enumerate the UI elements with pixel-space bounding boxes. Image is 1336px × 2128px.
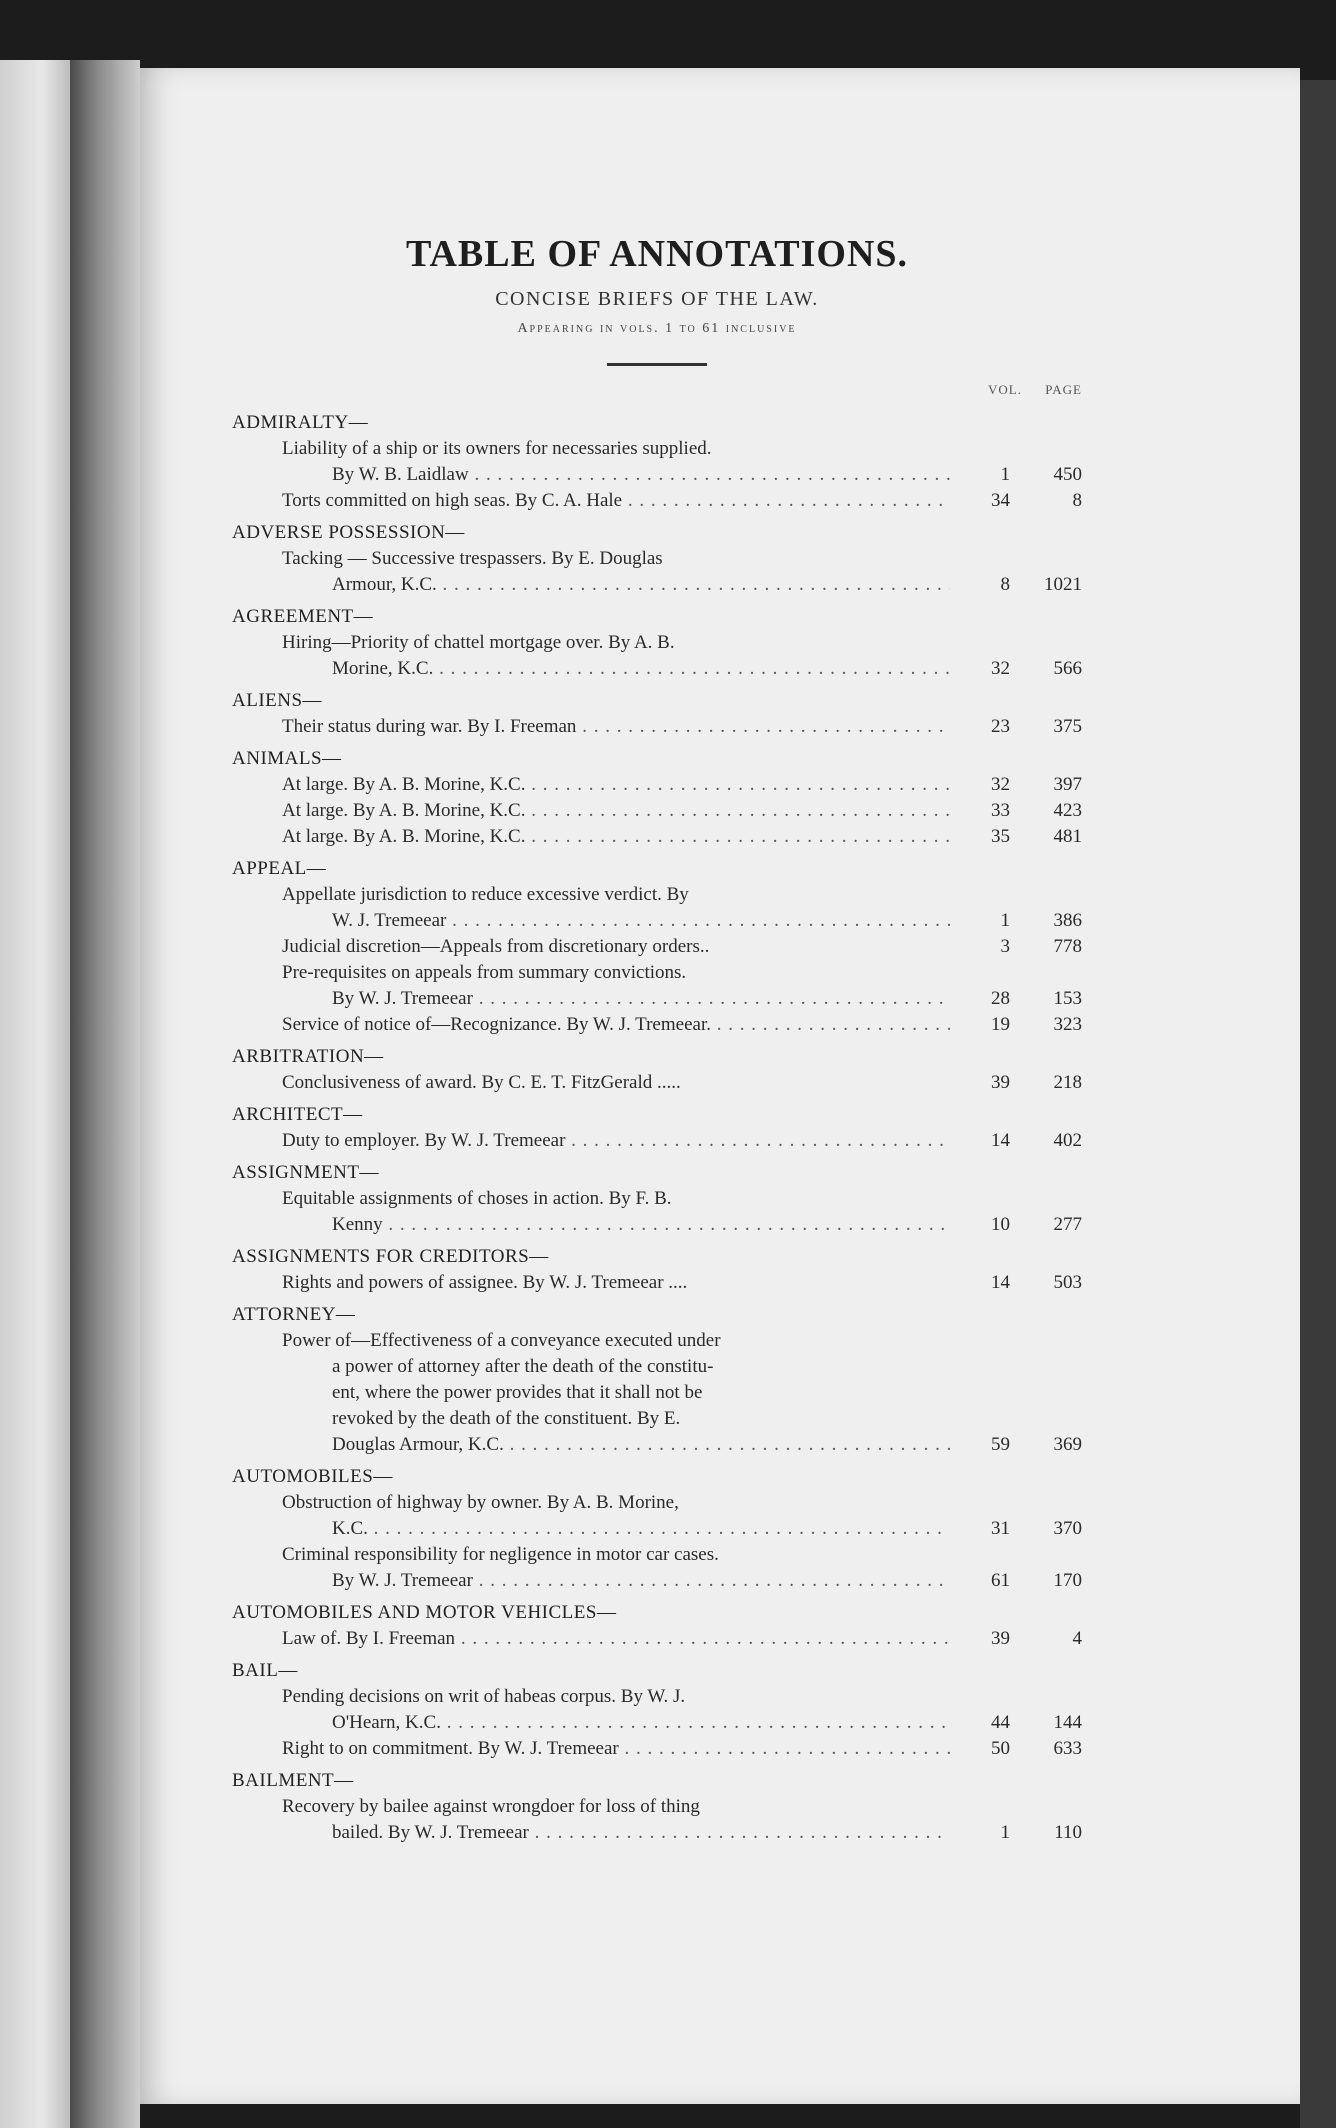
entry-line-text: Power of—Effectiveness of a conveyance executed under <box>282 1330 721 1351</box>
entry-page: 386 <box>1053 910 1082 931</box>
vol-column-header: VOL. <box>988 382 1022 397</box>
entry-line <box>282 1626 950 1652</box>
entry-line <box>282 1684 950 1710</box>
entry-line <box>282 656 950 682</box>
entry-line <box>282 1186 950 1212</box>
entry-page: 503 <box>1053 1272 1082 1293</box>
leader-dots <box>383 1214 950 1235</box>
entry-volume: 1 <box>1000 910 1010 931</box>
annotation-entry <box>232 630 1082 682</box>
entry-line <box>282 798 950 824</box>
page-subtitle: CONCISE BRIEFS OF THE LAW. <box>495 288 819 310</box>
entry-volume: 39 <box>991 1628 1010 1649</box>
annotation-entry <box>232 798 1082 824</box>
entry-volume: 31 <box>991 1518 1010 1539</box>
entry-line <box>282 908 950 934</box>
section-heading: BAILMENT— <box>232 1770 354 1791</box>
annotation-entry <box>232 1270 1082 1296</box>
entry-volume: 8 <box>1000 574 1010 595</box>
entry-line-text: revoked by the death of the constituent. By E. <box>332 1408 681 1429</box>
entry-page: 375 <box>1053 716 1082 737</box>
annotation-entry <box>232 1012 1082 1038</box>
entry-text <box>232 1626 1082 1652</box>
leader-dots <box>473 988 950 1009</box>
entry-text <box>232 714 1082 740</box>
entry-line-text: By W. J. Tremeear <box>332 988 473 1009</box>
entry-page: 778 <box>1053 936 1082 957</box>
entry-line-text: By W. B. Laidlaw <box>332 464 469 485</box>
annotation-section <box>232 1160 1082 1238</box>
entry-line-text: O'Hearn, K.C. <box>332 1712 441 1733</box>
entry-page: 4 <box>1072 1628 1082 1649</box>
entry-page: 450 <box>1053 464 1082 485</box>
section-heading: ARCHITECT— <box>232 1104 363 1125</box>
entry-line-text: At large. By A. B. Morine, K.C. <box>282 800 526 821</box>
entry-line-text: At large. By A. B. Morine, K.C. <box>282 826 526 847</box>
page-column-header: PAGE <box>1045 382 1082 397</box>
entry-line <box>282 1820 950 1846</box>
entry-volume: 23 <box>991 716 1010 737</box>
entry-volume: 10 <box>991 1214 1010 1235</box>
entry-text <box>232 1186 1082 1238</box>
entry-line <box>282 462 950 488</box>
column-headers <box>232 382 1082 404</box>
entry-text <box>232 1794 1082 1846</box>
entry-line <box>282 1490 950 1516</box>
entry-page: 402 <box>1053 1130 1082 1151</box>
entry-line <box>282 1710 950 1736</box>
section-heading: APPEAL— <box>232 858 327 879</box>
entry-page: 633 <box>1053 1738 1082 1759</box>
entry-volume: 39 <box>991 1072 1010 1093</box>
entry-line <box>282 1328 950 1354</box>
annotation-section <box>232 410 1082 514</box>
entry-volume: 32 <box>991 774 1010 795</box>
section-heading: ARBITRATION— <box>232 1046 384 1067</box>
annotation-entry <box>232 1794 1082 1846</box>
entry-text <box>232 1490 1082 1542</box>
leader-dots <box>565 1130 950 1151</box>
entry-line <box>282 882 950 908</box>
entry-line-text: Pre-requisites on appeals from summary convictions. <box>282 962 687 983</box>
entry-line <box>282 1794 950 1820</box>
annotations-table <box>232 232 1082 1846</box>
entry-line-text: ent, where the power provides that it shall not be <box>332 1382 703 1403</box>
annotation-entry <box>232 1490 1082 1542</box>
entry-volume: 59 <box>991 1434 1010 1455</box>
entry-line <box>282 1270 950 1296</box>
entry-volume: 33 <box>991 800 1010 821</box>
leader-dots <box>446 910 950 931</box>
entry-volume: 1 <box>1000 464 1010 485</box>
book-cover-edge <box>1300 80 1336 2128</box>
section-heading: ASSIGNMENTS FOR CREDITORS— <box>232 1246 549 1267</box>
entry-line <box>282 436 950 462</box>
annotation-entry <box>232 546 1082 598</box>
section-heading: AUTOMOBILES— <box>232 1466 393 1487</box>
entry-line-text: Judicial discretion—Appeals from discretionary orders.. <box>282 936 710 957</box>
leader-dots <box>368 1518 950 1539</box>
annotation-entry <box>232 960 1082 1012</box>
entry-line <box>282 772 950 798</box>
leader-dots <box>711 1014 950 1035</box>
entry-line-text: bailed. By W. J. Tremeear <box>332 1822 529 1843</box>
entry-volume: 35 <box>991 826 1010 847</box>
entry-volume: 50 <box>991 1738 1010 1759</box>
annotation-section <box>232 1768 1082 1846</box>
entry-line <box>282 934 950 960</box>
entry-line <box>282 1012 950 1038</box>
annotation-section <box>232 604 1082 682</box>
entry-line-text: Morine, K.C. <box>332 658 434 679</box>
leader-dots <box>437 574 950 595</box>
entry-line-text: Service of notice of—Recognizance. By W. J. Tremeear. <box>282 1014 711 1035</box>
entry-volume: 61 <box>991 1570 1010 1591</box>
entry-volume: 19 <box>991 1014 1010 1035</box>
entry-text <box>232 1328 1082 1458</box>
entry-text <box>232 824 1082 850</box>
entry-text <box>232 772 1082 798</box>
entry-page: 423 <box>1053 800 1082 821</box>
leader-dots <box>622 490 950 511</box>
entry-page: 370 <box>1053 1518 1082 1539</box>
entry-line <box>282 1128 950 1154</box>
section-heading: ADMIRALTY— <box>232 412 369 433</box>
entry-page: 397 <box>1053 774 1082 795</box>
entry-line-text: Rights and powers of assignee. By W. J. Tremeear .... <box>282 1272 688 1293</box>
entry-line-text: Conclusiveness of award. By C. E. T. FitzGerald ..... <box>282 1072 681 1093</box>
entry-line-text: Their status during war. By I. Freeman <box>282 716 577 737</box>
annotation-entry <box>232 934 1082 960</box>
entry-line-text: Criminal responsibility for negligence in motor car cases. <box>282 1544 719 1565</box>
entry-text <box>232 436 1082 488</box>
annotation-section <box>232 1302 1082 1458</box>
entry-page: 1021 <box>1044 574 1082 595</box>
entry-line <box>282 714 950 740</box>
adjacent-page-edge <box>0 60 70 2128</box>
annotation-entry <box>232 436 1082 488</box>
entry-text <box>232 546 1082 598</box>
annotation-entry <box>232 714 1082 740</box>
entry-volume: 14 <box>991 1130 1010 1151</box>
leader-dots <box>525 826 950 847</box>
entry-line-text: Obstruction of highway by owner. By A. B. Morine, <box>282 1492 679 1513</box>
entry-line-text: Armour, K.C. <box>332 574 437 595</box>
leader-dots <box>576 716 950 737</box>
entry-line <box>282 824 950 850</box>
entry-page: 110 <box>1054 1822 1082 1843</box>
entry-line <box>282 1070 950 1096</box>
entry-line <box>282 986 950 1012</box>
annotation-section <box>232 1244 1082 1296</box>
entry-text <box>232 798 1082 824</box>
annotation-entry <box>232 882 1082 934</box>
leader-dots <box>525 800 950 821</box>
leader-dots <box>441 1712 950 1733</box>
entry-text <box>232 1128 1082 1154</box>
section-heading: ASSIGNMENT— <box>232 1162 379 1183</box>
annotation-section <box>232 688 1082 740</box>
sections-list <box>232 410 1082 1846</box>
leader-dots <box>473 1570 950 1591</box>
entry-line-text: By W. J. Tremeear <box>332 1570 473 1591</box>
annotation-section <box>232 1464 1082 1594</box>
entry-line <box>282 546 950 572</box>
entry-line-text: Equitable assignments of choses in action. By F. B. <box>282 1188 672 1209</box>
entry-line-text: W. J. Tremeear <box>332 910 447 931</box>
section-heading: AGREEMENT— <box>232 606 374 627</box>
book-gutter <box>70 60 140 2128</box>
annotation-entry <box>232 488 1082 514</box>
annotation-entry <box>232 1128 1082 1154</box>
volume-range-note: Appearing in vols. 1 to 61 inclusive <box>517 321 797 336</box>
entry-volume: 44 <box>991 1712 1010 1733</box>
annotation-section <box>232 520 1082 598</box>
entry-page: 170 <box>1053 1570 1082 1591</box>
entry-line-text: Appellate jurisdiction to reduce excessive verdict. By <box>282 884 689 905</box>
annotation-entry <box>232 1542 1082 1594</box>
entry-text <box>232 1012 1082 1038</box>
entry-line <box>282 630 950 656</box>
entry-line-text: Tacking — Successive trespassers. By E. Douglas <box>282 548 663 569</box>
annotation-section <box>232 1102 1082 1154</box>
entry-volume: 28 <box>991 988 1010 1009</box>
entry-page: 153 <box>1053 988 1082 1009</box>
entry-line-text: Hiring—Priority of chattel mortgage over. By A. B. <box>282 632 675 653</box>
annotation-entry <box>232 772 1082 798</box>
entry-page: 566 <box>1053 658 1082 679</box>
annotation-entry <box>232 1328 1082 1458</box>
annotation-section <box>232 1600 1082 1652</box>
entry-line-text: Right to on commitment. By W. J. Tremeear <box>282 1738 619 1759</box>
entry-volume: 34 <box>991 490 1010 511</box>
page-title: TABLE OF ANNOTATIONS. <box>405 233 909 275</box>
entry-volume: 1 <box>1000 1822 1010 1843</box>
entry-text <box>232 488 1082 514</box>
annotation-entry <box>232 1186 1082 1238</box>
annotation-entry <box>232 1070 1082 1096</box>
annotation-section <box>232 1044 1082 1096</box>
entry-text <box>232 630 1082 682</box>
section-heading: ATTORNEY— <box>232 1304 356 1325</box>
entry-text <box>232 1070 1082 1096</box>
annotation-entry <box>232 1626 1082 1652</box>
entry-line-text: Liability of a ship or its owners for necessaries supplied. <box>282 438 712 459</box>
entry-line <box>282 1542 950 1568</box>
entry-text <box>232 1270 1082 1296</box>
entry-text <box>232 1542 1082 1594</box>
entry-text <box>232 934 1082 960</box>
entry-page: 218 <box>1053 1072 1082 1093</box>
annotation-entry <box>232 824 1082 850</box>
entry-line-text: K.C. <box>332 1518 368 1539</box>
entry-page: 323 <box>1053 1014 1082 1035</box>
entry-line-text: a power of attorney after the death of the constitu- <box>332 1356 714 1377</box>
annotation-section <box>232 1658 1082 1762</box>
section-heading: BAIL— <box>232 1660 298 1681</box>
entry-page: 277 <box>1053 1214 1082 1235</box>
entry-line <box>282 1380 950 1406</box>
entry-line <box>282 960 950 986</box>
leader-dots <box>433 658 950 679</box>
annotation-entry <box>232 1684 1082 1736</box>
leader-dots <box>504 1434 950 1455</box>
section-heading: AUTOMOBILES AND MOTOR VEHICLES— <box>232 1602 617 1623</box>
annotation-entry <box>232 1736 1082 1762</box>
section-heading: ANIMALS— <box>232 748 342 769</box>
entry-line <box>282 1406 950 1432</box>
leader-dots <box>455 1628 950 1649</box>
section-heading: ALIENS— <box>232 690 323 711</box>
entry-text <box>232 882 1082 934</box>
annotation-section <box>232 856 1082 1038</box>
entry-line-text: Law of. By I. Freeman <box>282 1628 456 1649</box>
entry-line <box>282 488 950 514</box>
entry-text <box>232 1736 1082 1762</box>
entry-line-text: Pending decisions on writ of habeas corpus. By W. J. <box>282 1686 686 1707</box>
leader-dots <box>529 1822 950 1843</box>
entry-volume: 32 <box>991 658 1010 679</box>
leader-dots <box>469 464 950 485</box>
leader-dots <box>525 774 950 795</box>
annotation-section <box>232 746 1082 850</box>
entry-line <box>282 1516 950 1542</box>
entry-page: 8 <box>1072 490 1082 511</box>
entry-line-text: Torts committed on high seas. By C. A. Hale <box>282 490 623 511</box>
entry-page: 369 <box>1053 1434 1082 1455</box>
section-heading: ADVERSE POSSESSION— <box>232 522 465 543</box>
entry-line-text: Duty to employer. By W. J. Tremeear <box>282 1130 566 1151</box>
entry-line-text: At large. By A. B. Morine, K.C. <box>282 774 526 795</box>
entry-page: 144 <box>1053 1712 1082 1733</box>
entry-line <box>282 1354 950 1380</box>
entry-line <box>282 1736 950 1762</box>
entry-line-text: Kenny <box>332 1214 383 1235</box>
entry-text <box>232 960 1082 1012</box>
entry-line <box>282 1212 950 1238</box>
entry-volume: 14 <box>991 1272 1010 1293</box>
entry-line-text: Douglas Armour, K.C. <box>332 1434 504 1455</box>
entry-line-text: Recovery by bailee against wrongdoer for loss of thing <box>282 1796 700 1817</box>
entry-line <box>282 1432 950 1458</box>
entry-line <box>282 1568 950 1594</box>
entry-text <box>232 1684 1082 1736</box>
entry-page: 481 <box>1053 826 1082 847</box>
entry-line <box>282 572 950 598</box>
leader-dots <box>619 1738 950 1759</box>
title-divider <box>607 363 707 366</box>
entry-volume: 3 <box>1000 936 1010 957</box>
